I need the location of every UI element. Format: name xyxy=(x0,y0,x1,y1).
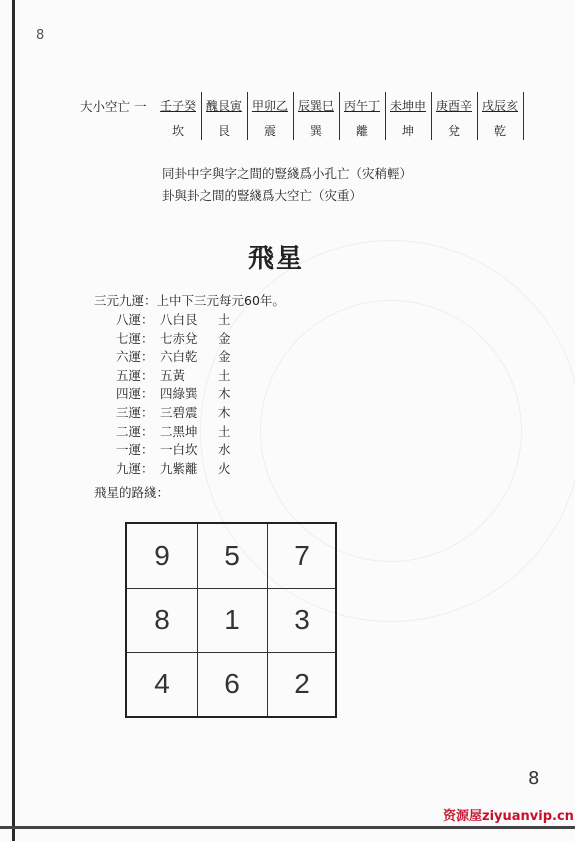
note-great-void: 卦與卦之間的豎綫爲大空亡（灾重） xyxy=(162,188,363,203)
grid-cell: 1 xyxy=(224,604,240,635)
route-label: 飛星的路綫： xyxy=(94,485,170,500)
watermark: 资源屋ziyuanvip.cn xyxy=(443,809,574,824)
branch-stems: 辰巽巳 xyxy=(297,99,334,113)
cycle-row xyxy=(116,422,231,440)
cycle-star: 五黃 xyxy=(160,367,186,383)
cycles-heading: 三元九運：上中下三元每元60年。 xyxy=(94,293,285,308)
cycle-element: 水 xyxy=(218,442,231,458)
cycle-name: 八運： xyxy=(116,312,154,327)
grid-cell: 9 xyxy=(154,540,170,571)
branch-column xyxy=(431,92,478,140)
cycle-row xyxy=(116,459,231,477)
cycle-row xyxy=(116,440,231,458)
section-title: 飛星 xyxy=(248,244,305,274)
page-left-edge xyxy=(12,0,15,841)
branch-stems: 戌辰亥 xyxy=(481,99,518,113)
cycle-row xyxy=(116,347,231,365)
cycle-star: 一白坎 xyxy=(160,442,198,458)
cycle-name: 四運： xyxy=(116,386,154,402)
branch-column xyxy=(201,92,248,140)
cycle-element: 土 xyxy=(218,367,231,383)
cycle-element: 金 xyxy=(218,330,231,346)
cycle-star: 三碧震 xyxy=(160,405,198,420)
grid-cell: 7 xyxy=(294,540,310,571)
top-page-number: 8 xyxy=(36,28,45,43)
cycle-name: 六運： xyxy=(116,349,154,365)
branch-trigram: 坤 xyxy=(401,124,414,138)
cycle-name: 七運： xyxy=(116,330,154,346)
branch-trigram: 艮 xyxy=(217,124,230,138)
grid-cell: 5 xyxy=(224,540,240,571)
cycle-name: 三運： xyxy=(116,405,154,420)
cycle-star: 九紫離 xyxy=(160,460,198,476)
grid-cell: 8 xyxy=(154,604,170,635)
bottom-page-number: 8 xyxy=(528,768,540,789)
cycle-row xyxy=(116,384,231,402)
grid-cell: 2 xyxy=(294,668,310,699)
cycle-element: 木 xyxy=(218,405,231,420)
branch-stems: 壬子癸 xyxy=(159,99,196,113)
page-bottom-edge xyxy=(0,826,575,829)
branch-column xyxy=(155,92,202,140)
cycle-row xyxy=(116,329,231,347)
grid-cell: 4 xyxy=(154,668,170,699)
cycle-star: 四綠巽 xyxy=(160,386,198,402)
branch-column xyxy=(385,92,432,140)
cycle-element: 火 xyxy=(218,460,231,476)
note-small-void: 同卦中字與字之間的豎綫爲小孔亡（灾稍輕） xyxy=(162,166,413,181)
branch-trigram: 離 xyxy=(355,124,368,138)
cycle-star: 八白艮 xyxy=(160,312,198,327)
cycle-row xyxy=(116,366,231,384)
branch-column xyxy=(293,92,340,140)
branch-column xyxy=(339,92,386,140)
cycle-element: 土 xyxy=(218,312,231,327)
branch-stems: 甲卯乙 xyxy=(251,99,288,113)
cycle-name: 一運： xyxy=(116,442,154,458)
grid-cell: 6 xyxy=(224,668,240,699)
branch-stems: 未坤申 xyxy=(389,99,426,113)
branch-stems: 醜艮寅 xyxy=(205,99,242,113)
branch-trigram: 震 xyxy=(263,124,276,138)
flying-star-grid xyxy=(125,522,337,718)
grid-cell: 3 xyxy=(294,604,310,635)
branch-trigram: 坎 xyxy=(171,124,184,138)
cycle-row xyxy=(116,403,231,421)
cycle-name: 五運： xyxy=(116,367,154,383)
cycle-name: 九運： xyxy=(116,460,154,476)
branch-column xyxy=(477,92,524,140)
cycle-name: 二運： xyxy=(116,423,154,439)
branch-trigram: 兌 xyxy=(447,124,460,138)
cycle-row xyxy=(116,310,231,328)
branches-label: 大小空亡 一 xyxy=(80,99,147,114)
cycle-element: 木 xyxy=(218,386,231,402)
branch-column xyxy=(247,92,294,140)
branch-trigram: 乾 xyxy=(493,124,506,138)
cycle-element: 金 xyxy=(218,349,231,365)
branch-stems: 庚酉辛 xyxy=(435,99,472,113)
cycle-star: 二黑坤 xyxy=(160,423,198,439)
cycle-star: 六白乾 xyxy=(160,349,198,365)
cycle-element: 土 xyxy=(218,423,231,439)
cycle-star: 七赤兌 xyxy=(160,330,198,346)
branch-trigram: 巽 xyxy=(309,124,322,138)
branch-stems: 丙午丁 xyxy=(343,99,380,113)
